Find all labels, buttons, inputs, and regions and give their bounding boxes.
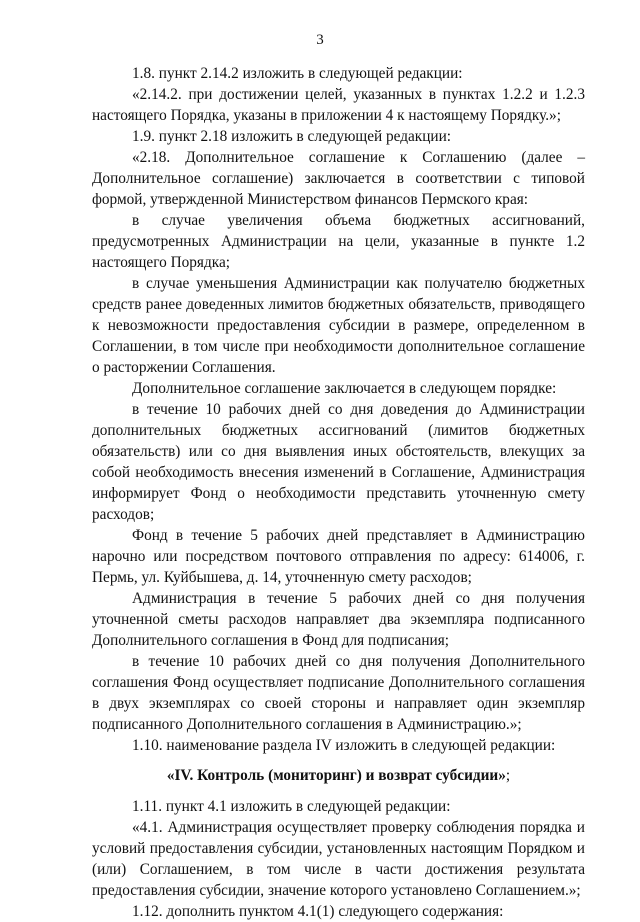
- section-heading: [92, 765, 585, 786]
- paragraph: Дополнительное соглашение заключается в следующем порядке:: [132, 380, 557, 397]
- paragraph: в течение 10 рабочих дней со дня получения Дополнительного соглашения Фонд осуществляет подписание Дополнительного соглашения в двух экземплярах со своей стороны и направляет один экземпляр подписанного Дополнительного соглашения в Администрацию.»;: [92, 653, 585, 733]
- paragraph: 1.10. наименование раздела IV изложить в следующей редакции:: [132, 737, 556, 754]
- paragraph: 1.11. пункт 4.1 изложить в следующей редакции:: [132, 798, 451, 815]
- paragraph: Фонд в течение 5 рабочих дней представляет в Администрацию нарочно или посредством почтового отправления по адресу: 614006, г. Пермь, ул. Куйбышева, д. 14, уточненную смету расходов;: [92, 527, 585, 586]
- paragraph: в течение 10 рабочих дней со дня доведения до Администрации дополнительных бюджетных ассигнований (лимитов бюджетных обязательств) или со дня выявления иных обстоятельств, влекущих за собой необходимость внесения изменений в Соглашение, Администрация информирует Фонд о необходимости представить уточненную смету расходов;: [92, 401, 585, 523]
- section-heading-title: «IV. Контроль (мониторинг) и возврат субсидии»: [166, 767, 506, 784]
- paragraph: «2.18. Дополнительное соглашение к Соглашению (далее – Дополнительное соглашение) заключается в соответствии с типовой формой, утвержденной Министерством финансов Пермского края:: [92, 149, 585, 208]
- paragraph: 1.12. дополнить пунктом 4.1(1) следующего содержания:: [132, 903, 504, 920]
- paragraph: 1.8. пункт 2.14.2 изложить в следующей редакции:: [132, 65, 463, 82]
- paragraph: «2.14.2. при достижении целей, указанных в пунктах 1.2.2 и 1.2.3 настоящего Порядка, указаны в приложении 4 к настоящему Порядку.»;: [92, 86, 585, 124]
- paragraph: в случае увеличения объема бюджетных ассигнований, предусмотренных Администрации на цели, указанные в пункте 1.2 настоящего Порядка;: [92, 212, 585, 271]
- page-number: 3: [316, 32, 324, 48]
- paragraph: 1.9. пункт 2.18 изложить в следующей редакции:: [132, 128, 452, 145]
- paragraph: «4.1. Администрация осуществляет проверку соблюдения порядка и условий предоставления субсидии, установленных настоящим Порядком и (или) Соглашением, в том числе в части достижения результата предоставления субсидии, значение которого установлено Соглашением.»;: [92, 819, 585, 899]
- paragraph: Администрация в течение 5 рабочих дней со дня получения уточненной сметы расходов направляет два экземпляра подписанного Дополнительного соглашения в Фонд для подписания;: [92, 590, 585, 649]
- section-heading-punctuation: ;: [505, 767, 511, 784]
- document-body: [92, 63, 585, 922]
- paragraph: в случае уменьшения Администрации как получателю бюджетных средств ранее доведенных лимитов бюджетных обязательств, приводящего к невозможности предоставления субсидии в размере, определенном в Соглашении, в том числе при необходимости дополнительное соглашение о расторжении Соглашения.: [92, 275, 585, 376]
